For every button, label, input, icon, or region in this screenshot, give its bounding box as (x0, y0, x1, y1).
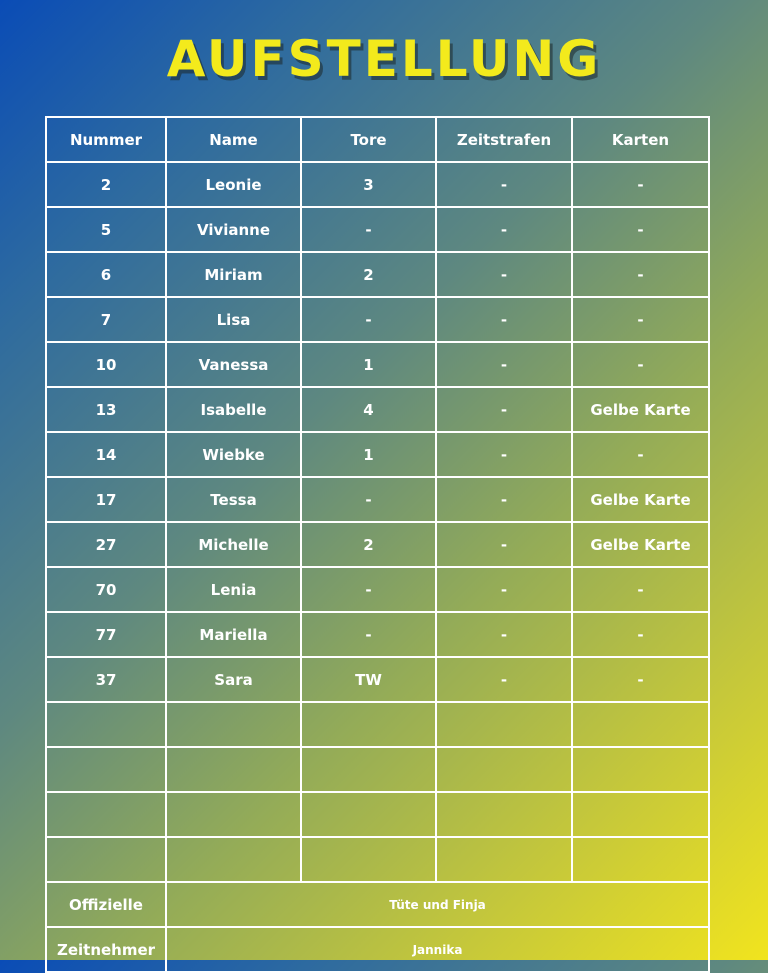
player-cards: Gelbe Karte (572, 522, 709, 567)
timekeeper-row (46, 927, 709, 972)
player-name: Mariella (166, 612, 301, 657)
player-name: Tessa (166, 477, 301, 522)
player-number: 37 (46, 657, 166, 702)
player-goals: 1 (301, 432, 436, 477)
player-penalties: - (436, 387, 572, 432)
player-cards (572, 792, 709, 837)
player-goals: 2 (301, 522, 436, 567)
player-name: Leonie (166, 162, 301, 207)
player-name (166, 747, 301, 792)
player-penalties: - (436, 207, 572, 252)
player-name: Michelle (166, 522, 301, 567)
table-row (46, 657, 709, 702)
table-row (46, 162, 709, 207)
table-row (46, 522, 709, 567)
player-cards: - (572, 162, 709, 207)
player-goals: - (301, 297, 436, 342)
player-cards: Gelbe Karte (572, 477, 709, 522)
column-header-name: Name (166, 117, 301, 162)
player-goals: TW (301, 657, 436, 702)
table-row (46, 207, 709, 252)
player-goals: 1 (301, 342, 436, 387)
player-goals (301, 747, 436, 792)
player-cards: - (572, 612, 709, 657)
table-row (46, 792, 709, 837)
player-penalties (436, 837, 572, 882)
player-cards: - (572, 342, 709, 387)
player-penalties (436, 747, 572, 792)
player-number: 2 (46, 162, 166, 207)
player-cards: - (572, 657, 709, 702)
table-row (46, 477, 709, 522)
player-number: 77 (46, 612, 166, 657)
page-title: AUFSTELLUNG (166, 30, 602, 88)
table-row (46, 702, 709, 747)
player-penalties: - (436, 522, 572, 567)
table-row (46, 747, 709, 792)
player-number: 6 (46, 252, 166, 297)
player-name: Vanessa (166, 342, 301, 387)
player-penalties: - (436, 432, 572, 477)
officials-row (46, 882, 709, 927)
player-penalties: - (436, 657, 572, 702)
table-row (46, 342, 709, 387)
player-cards: Gelbe Karte (572, 387, 709, 432)
table-header-row (46, 117, 709, 162)
player-cards (572, 702, 709, 747)
player-penalties: - (436, 477, 572, 522)
column-header-penalties: Zeitstrafen (436, 117, 572, 162)
player-penalties (436, 702, 572, 747)
column-header-goals: Tore (301, 117, 436, 162)
player-cards: - (572, 567, 709, 612)
lineup-table (45, 116, 710, 973)
player-goals: 4 (301, 387, 436, 432)
player-number (46, 837, 166, 882)
player-name (166, 702, 301, 747)
player-name (166, 792, 301, 837)
table-row (46, 387, 709, 432)
player-number (46, 792, 166, 837)
player-name (166, 837, 301, 882)
table-row (46, 252, 709, 297)
player-cards (572, 837, 709, 882)
player-number (46, 702, 166, 747)
player-goals: - (301, 207, 436, 252)
player-cards (572, 747, 709, 792)
officials-label: Offizielle (46, 882, 166, 927)
table-row (46, 432, 709, 477)
player-name: Wiebke (166, 432, 301, 477)
player-goals (301, 837, 436, 882)
player-goals (301, 792, 436, 837)
player-number: 5 (46, 207, 166, 252)
player-number: 14 (46, 432, 166, 477)
timekeeper-label: Zeitnehmer (46, 927, 166, 972)
player-name: Isabelle (166, 387, 301, 432)
player-cards: - (572, 297, 709, 342)
player-name: Lenia (166, 567, 301, 612)
player-number (46, 747, 166, 792)
player-goals: - (301, 477, 436, 522)
player-penalties: - (436, 342, 572, 387)
player-name: Lisa (166, 297, 301, 342)
player-cards: - (572, 207, 709, 252)
column-header-cards: Karten (572, 117, 709, 162)
player-penalties: - (436, 252, 572, 297)
player-name: Sara (166, 657, 301, 702)
player-name: Vivianne (166, 207, 301, 252)
table-row (46, 567, 709, 612)
player-number: 13 (46, 387, 166, 432)
player-name: Miriam (166, 252, 301, 297)
player-number: 17 (46, 477, 166, 522)
player-goals: 2 (301, 252, 436, 297)
table-row (46, 837, 709, 882)
player-penalties: - (436, 162, 572, 207)
player-number: 27 (46, 522, 166, 567)
player-penalties: - (436, 612, 572, 657)
player-goals (301, 702, 436, 747)
player-penalties: - (436, 567, 572, 612)
player-cards: - (572, 252, 709, 297)
table-row (46, 297, 709, 342)
player-goals: - (301, 612, 436, 657)
player-goals: 3 (301, 162, 436, 207)
player-number: 70 (46, 567, 166, 612)
table-row (46, 612, 709, 657)
player-number: 10 (46, 342, 166, 387)
player-cards: - (572, 432, 709, 477)
player-penalties (436, 792, 572, 837)
player-goals: - (301, 567, 436, 612)
officials-value: Tüte und Finja (166, 882, 709, 927)
player-penalties: - (436, 297, 572, 342)
player-number: 7 (46, 297, 166, 342)
column-header-number: Nummer (46, 117, 166, 162)
timekeeper-value: Jannika (166, 927, 709, 972)
